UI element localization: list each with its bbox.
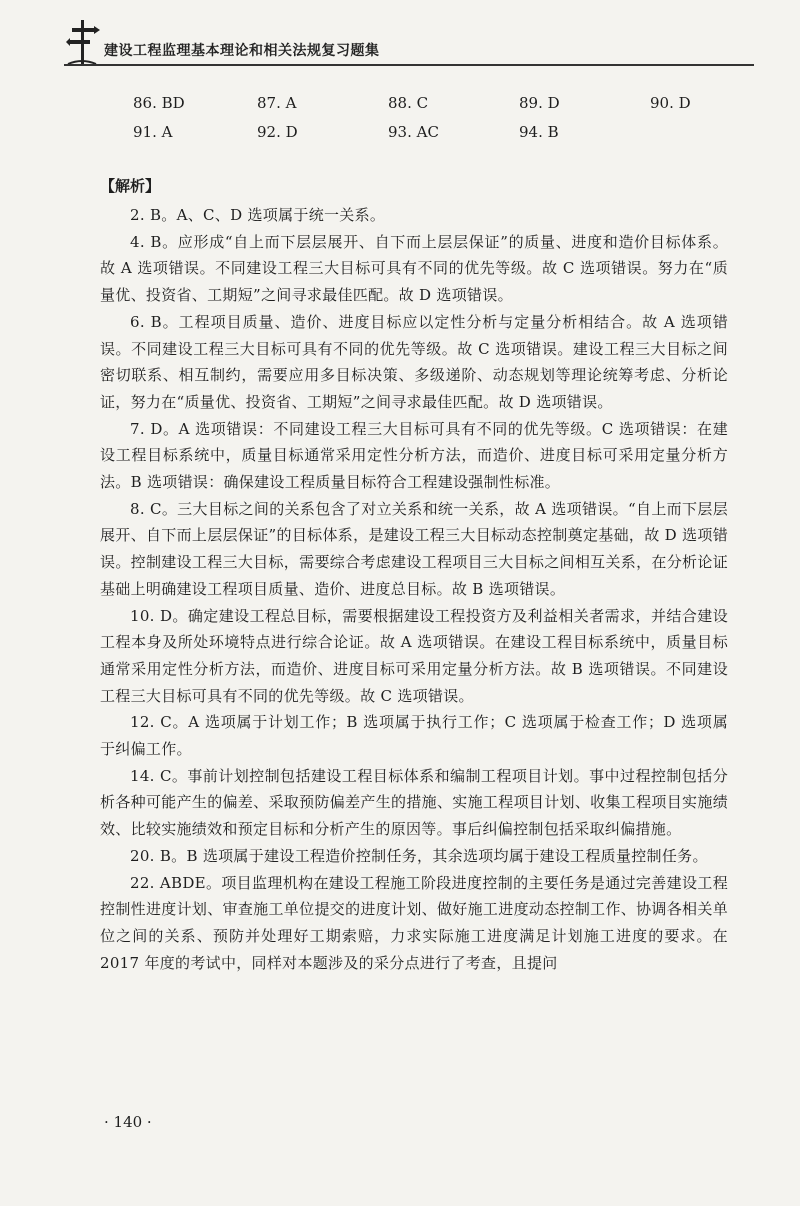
header-divider — [64, 64, 754, 66]
section-title: 【解析】 — [100, 177, 161, 195]
answer-item: 89. D — [519, 94, 560, 112]
book-title: 建设工程监理基本理论和相关法规复习题集 — [104, 43, 380, 59]
answer-item: 92. D — [257, 123, 298, 141]
answer-item: 87. A — [257, 94, 297, 112]
explanation-paragraph: 8. C。三大目标之间的关系包含了对立关系和统一关系，故 A 选项错误。“自上而下层层展开、自下而上层层保证”的目标体系，是建设工程三大目标动态控制奠定基础，故 D 选项错误。控制建设工程三大目标，需要综合考虑建设工程项目三大目标之间相互关系，在分析论证基础上明确建设工程项目质量、造价、进度总目标。故 B 选项错误。 — [100, 499, 728, 598]
explanation-paragraph: 2. B。A、C、D 选项属于统一关系。 — [130, 206, 386, 224]
answer-item: 88. C — [388, 94, 429, 112]
answer-item: 94. B — [519, 123, 559, 141]
explanation-paragraph: 7. D。A 选项错误：不同建设工程三大目标可具有不同的优先等级。C 选项错误：在建设工程目标系统中，质量目标通常采用定性分析方法，而造价、进度目标可采用定量分析方法。B 选项错误：确保建设工程质量目标符合工程建设强制性标准。 — [100, 419, 728, 492]
explanation-paragraph: 4. B。应形成“自上而下层层展开、自下而上层层保证”的质量、进度和造价目标体系。故 A 选项错误。不同建设工程三大目标可具有不同的优先等级。故 C 选项错误。努力在“质量优、投资省、工期短”之间寻求最佳匹配。故 D 选项错误。 — [100, 232, 728, 305]
explanation-paragraph: 10. D。确定建设工程总目标，需要根据建设工程投资方及利益相关者需求，并结合建设工程本身及所处环境特点进行综合论证。故 A 选项错误。在建设工程目标系统中，质量目标通常采用定性分析方法，而造价、进度目标可采用定量分析方法。故 B 选项错误。不同建设工程三大目标可具有不同的优先等级。故 C 选项错误。 — [100, 606, 728, 705]
answer-item: 93. AC — [388, 123, 439, 141]
answer-row — [0, 93, 800, 122]
explanation-paragraph: 6. B。工程项目质量、造价、进度目标应以定性分析与定量分析相结合。故 A 选项错误。不同建设工程三大目标可具有不同的优先等级。故 C 选项错误。建设工程三大目标之间密切联系、相互制约，需要应用多目标决策、多级递阶、动态规划等理论统筹考虑、分析论证，努力在“质量优、投资省、工期短”之间寻求最佳匹配。故 D 选项错误。 — [100, 312, 728, 411]
answer-item: 86. BD — [133, 94, 185, 112]
answer-row — [0, 122, 800, 151]
explanation-paragraph: 14. C。事前计划控制包括建设工程目标体系和编制工程项目计划。事中过程控制包括分析各种可能产生的偏差、采取预防偏差产生的措施、实施工程项目计划、收集工程项目实施绩效、比较实施绩效和预定目标和分析产生的原因等。事后纠偏控制包括采取纠偏措施。 — [100, 766, 728, 839]
explanation-paragraph: 20. B。B 选项属于建设工程造价控制任务，其余选项均属于建设工程质量控制任务。 — [130, 846, 708, 865]
answer-item: 91. A — [133, 123, 173, 141]
signpost-icon — [66, 18, 100, 66]
answer-key — [0, 93, 800, 151]
page-number: · 140 · — [104, 1113, 152, 1131]
answer-item: 90. D — [650, 94, 691, 112]
explanation-paragraph: 12. C。A 选项属于计划工作；B 选项属于执行工作；C 选项属于检查工作；D 选项属于纠偏工作。 — [100, 713, 728, 759]
explanation-paragraph: 22. ABDE。项目监理机构在建设工程施工阶段进度控制的主要任务是通过完善建设工程控制性进度计划、审查施工单位提交的进度计划、做好施工进度动态控制工作、协调各相关单位之间的关系、预防并处理好工期索赔，力求实际施工进度满足计划施工进度的要求。在 2017 年度的考试中，同样对本题涉及的采分点进行了考查，且提问 — [100, 873, 728, 972]
explanation-list — [100, 202, 728, 976]
page-header — [64, 18, 754, 66]
